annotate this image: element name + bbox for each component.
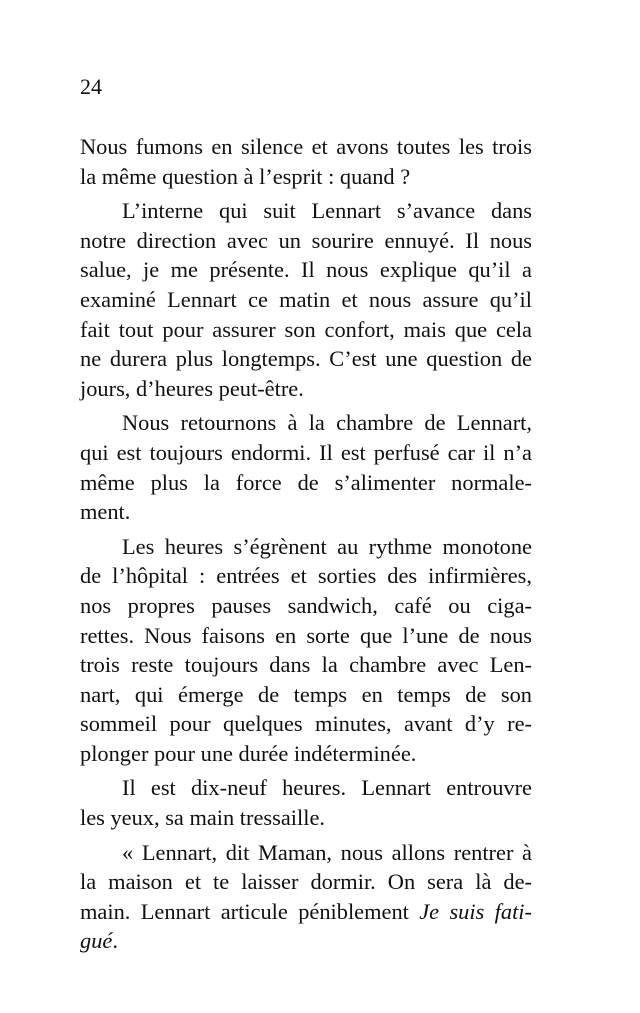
text-line: notre direction avec un sourire ennuyé. Il nous [80,227,532,253]
text-line: « Lennart, dit Maman, nous allons rentrer à [122,839,532,865]
text-line: L’interne qui suit Lennart s’avance dans [122,198,532,224]
italic-text: gué [80,928,113,954]
text-line: examiné Lennart ce matin et nous assure qu’il [80,286,532,312]
text-line [80,897,532,927]
text-line: fait tout pour assurer son confort, mais que cela [80,316,532,342]
text-line: la même question à l’esprit : quand ? [80,163,411,189]
paragraph-1 [80,132,532,191]
text-run: main. Lennart articule péniblement [80,898,420,924]
text-line: même plus la force de s’alimenter normale- [80,469,532,495]
paragraph-4 [80,532,532,769]
italic-text: Je suis fati- [419,898,532,924]
text-line: ne durera plus longtemps. C’est une question de [80,346,532,372]
text-line: rettes. Nous faisons en sorte que l’une de nous [80,622,532,648]
text-line [80,926,532,956]
text-line: plonger pour une durée indéterminée. [80,740,417,766]
text-line: Les heures s’égrènent au rythme monotone [122,533,532,559]
text-line: sommeil pour quelques minutes, avant d’y re- [80,711,532,737]
text-line: la maison et te laisser dormir. On sera là de- [80,869,532,895]
paragraph-3 [80,408,532,526]
text-line: nos propres pauses sandwich, café ou ciga- [80,592,532,618]
text-line: Il est dix-neuf heures. Lennart entrouvre [122,775,532,801]
text-line: trois reste toujours dans la chambre avec Len- [80,652,532,678]
text-line: Nous fumons en silence et avons toutes les trois [80,134,532,159]
paragraph-5 [80,773,532,832]
text-line: ment. [80,499,131,525]
text-line: qui est toujours endormi. Il est perfusé car il n’a [80,439,532,465]
text-line: de l’hôpital : entrées et sorties des infirmières, [80,563,532,589]
text-run: . [112,928,118,954]
text-body [80,132,532,956]
text-line: les yeux, sa main tressaille. [80,805,325,831]
page-number: 24 [80,74,102,99]
paragraph-6 [80,838,532,956]
paragraph-2 [80,196,532,403]
text-line: nart, qui émerge de temps en temps de son [80,681,532,707]
text-line: jours, d’heures peut-être. [80,375,304,401]
text-line: salue, je me présente. Il nous explique qu’il a [80,257,532,283]
text-line: Nous retournons à la chambre de Lennart, [122,410,532,436]
